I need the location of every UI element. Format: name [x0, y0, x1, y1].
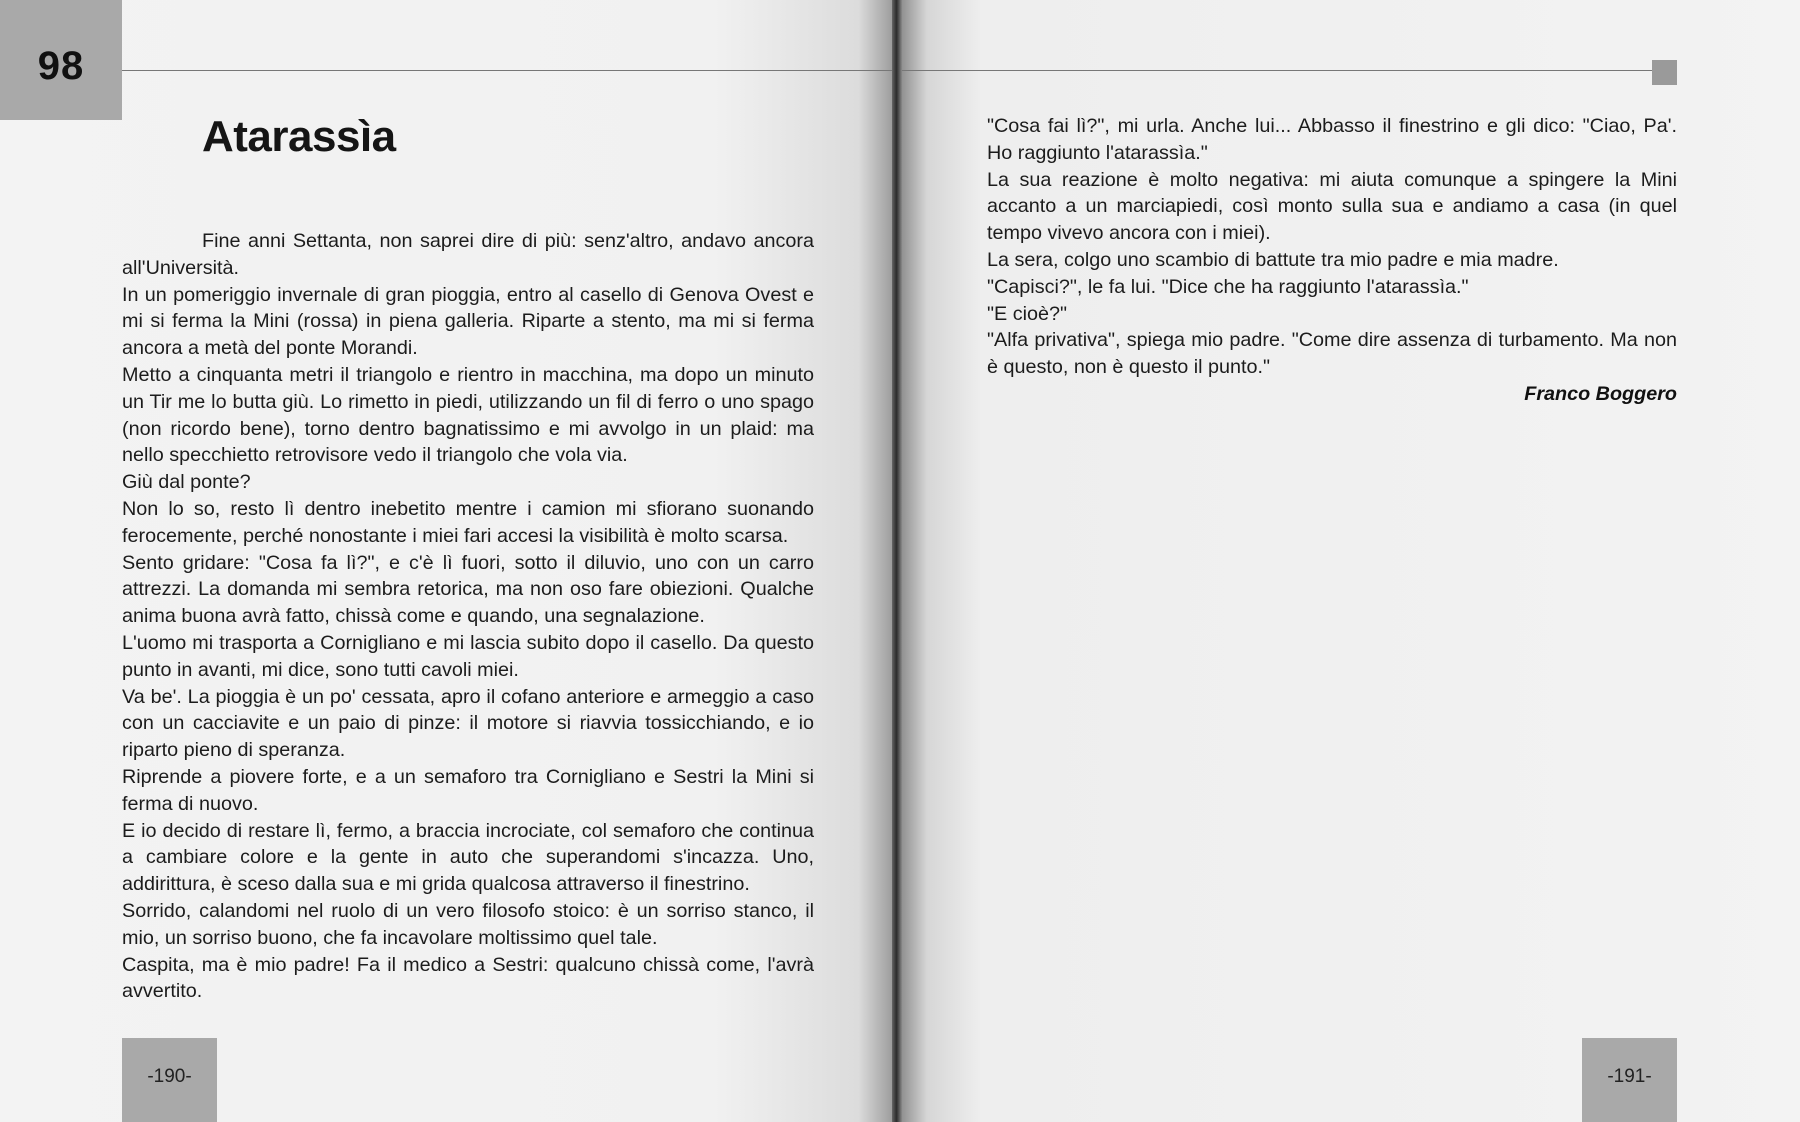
paragraph: Caspita, ma è mio padre! Fa il medico a Sestri: qualcuno chissà come, l'avrà avvertito.	[122, 953, 814, 1003]
paragraph: La sera, colgo uno scambio di battute tra mio padre e mia madre.	[987, 248, 1559, 271]
paragraph: Va be'. La pioggia è un po' cessata, apro il cofano anteriore e armeggio a caso con un cacciavite e un paio di pinze: il motore si riavvia tossicchiando, e io riparto pieno di speranza.	[122, 685, 814, 762]
header-rule	[122, 70, 892, 71]
author-signature: Franco Boggero	[1524, 382, 1677, 405]
paragraph: In un pomeriggio invernale di gran pioggia, entro al casello di Genova Ovest e mi si ferma la Mini (rossa) in piena galleria. Riparte a stento, ma mi si ferma ancora a metà del ponte Morandi.	[122, 283, 814, 360]
paragraph: Giù dal ponte?	[122, 471, 251, 494]
paragraph: L'uomo mi trasporta a Cornigliano e mi lascia subito dopo il casello. Da questo punto in avanti, mi dice, sono tutti cavoli miei.	[122, 631, 814, 681]
paragraph: Metto a cinquanta metri il triangolo e rientro in macchina, ma dopo un minuto un Tir me lo butta giù. Lo rimetto in piedi, utilizzando un fil di ferro o uno spago (non ricordo bene), torno dentro bagnatissimo e mi avvolgo in un plaid: ma nello specchietto retrovisore vedo il triangolo che vola via.	[122, 363, 814, 467]
page-number-box	[1582, 1038, 1677, 1122]
header-rule	[900, 70, 1652, 71]
page-title: Atarassìa	[202, 112, 396, 161]
paragraph: "Alfa privativa", spiega mio padre. "Come dire assenza di turbamento. Ma non è questo, non è questo il punto."	[987, 329, 1677, 379]
left-page	[0, 0, 894, 1122]
page-number-box	[122, 1038, 217, 1122]
paragraph: "Capisci?", le fa lui. "Dice che ha raggiunto l'atarassìa."	[987, 275, 1469, 298]
paragraph: La sua reazione è molto negativa: mi aiuta comunque a spingere la Mini accanto a un marciapiedi, così monto sulla sua e andiamo a casa (in quel tempo vivevo ancora con i miei).	[987, 168, 1677, 245]
paragraph: "E cioè?"	[987, 302, 1068, 325]
paragraph: E io decido di restare lì, fermo, a braccia incrociate, col semaforo che continua a cambiare colore e la gente in auto che superandomi s'incazza. Uno, addirittura, è sceso dalla sua e mi grida qualcosa attraverso il finestrino.	[122, 819, 814, 896]
paragraph: Non lo so, resto lì dentro inebetito mentre i camion mi sfiorano suonando ferocemente, perché nonostante i miei fari accesi la visibilità è molto scarsa.	[122, 497, 814, 547]
paragraph: Fine anni Settanta, non saprei dire di più: senz'altro, andavo ancora all'Università.	[122, 230, 814, 279]
paragraph: Sento gridare: "Cosa fa lì?", e c'è lì fuori, sotto il diluvio, uno con un carro attrezzi. La domanda mi sembra retorica, ma non oso fare obiezioni. Qualche anima buona avrà fatto, chissà come e quando, una segnalazione.	[122, 551, 814, 628]
right-page	[900, 0, 1800, 1122]
paragraph: Riprende a piovere forte, e a un semaforo tra Cornigliano e Sestri la Mini si ferma di nuovo.	[122, 765, 814, 815]
paragraph: Sorrido, calandomi nel ruolo di un vero filosofo stoico: è un sorriso stanco, il mio, un sorriso buono, che fa incavolare moltissimo quel tale.	[122, 899, 814, 949]
chapter-number: 98	[37, 44, 85, 88]
header-square-marker	[1652, 60, 1677, 85]
page-number: -191-	[1607, 1066, 1652, 1087]
right-body-text	[987, 113, 1677, 408]
page-number: -190-	[147, 1066, 192, 1087]
book-gutter	[892, 0, 902, 1122]
paragraph: "Cosa fai lì?", mi urla. Anche lui... Abbasso il finestrino e gli dico: "Ciao, Pa'. Ho raggiunto l'atarassìa."	[987, 115, 1677, 164]
left-body-text	[122, 228, 814, 1005]
chapter-number-box	[0, 0, 122, 120]
